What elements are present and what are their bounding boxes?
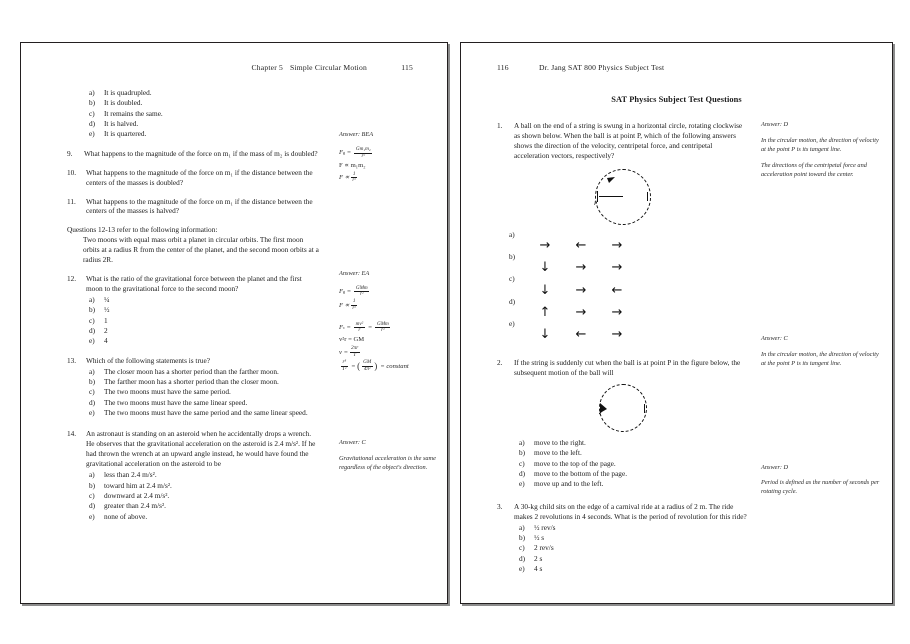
choice-letter: d) [89,326,96,336]
choice-text: move up and to the left. [534,479,604,489]
list-item [89,387,319,397]
choice-letter: c) [89,387,95,397]
list-item [89,336,319,346]
choice-text: ¼ [104,294,110,304]
carryover-choices [67,88,319,140]
choice-text: It is quartered. [104,129,147,139]
question-12 [67,274,319,294]
choice-letter: b) [89,480,96,490]
choice-letter: e) [519,479,525,489]
math-centripetal [339,322,439,373]
math-token: c [343,324,345,330]
math-token: 1 [352,298,356,305]
math-token: GM [363,359,372,366]
choice-letter: a) [89,294,95,304]
math-token: Gm₁m₂ [355,145,371,152]
answer-label-1: Answer: D [761,121,789,128]
choice-text: It remains the same. [104,108,163,118]
question-9 [67,149,319,159]
choice-letter: a) [89,366,95,376]
math-line [339,172,439,184]
question-text: What is the ratio of the gravitational force between the planet and the first moon to the gravitational force to the second moon? [86,274,302,294]
math-token: F [339,149,344,157]
choice-letter: a) [89,88,95,97]
choice-letter: e) [89,511,95,521]
list-item [519,554,749,564]
arrow-glyph: → [611,237,623,253]
figure-circular-motion-1 [497,169,749,225]
arrow-glyph: → [539,237,551,253]
list-item [89,98,319,108]
note-text-14: Gravitational acceleration is the same regardless of the object's direction. [339,454,436,471]
note-text-3a: Period is defined as the number of seconds per rotating cycle. [761,479,880,496]
question-text: What happens to the magnitude of the force on m₁ if the mass of m₂ is doubled? [84,148,318,158]
choice-letter: b) [519,533,526,543]
math-line [339,286,439,298]
list-item [527,283,749,298]
math-token: g [343,288,346,294]
choice-text: 2 s [534,553,543,563]
running-head-title: Simple Circular Motion [290,63,367,72]
running-head-right [497,63,664,72]
list-item [89,119,319,129]
arrow-glyph: ↓ [539,282,551,298]
list-item [519,459,749,469]
choice-text: The closer moon has a shorter period than the farther moon. [104,366,279,376]
page-right [460,42,893,604]
math-token: g [343,150,346,156]
choice-letter: c) [89,108,95,118]
question-number: 3. [497,501,503,511]
notes-spacer [339,381,439,439]
arrow-glyph: → [611,304,623,320]
math-token: = [347,149,351,157]
fraction [375,322,390,334]
math-token: T² [342,365,347,372]
list-item [89,109,319,119]
running-head-title: Dr. Jang SAT 800 Physics Subject Test [539,63,665,72]
question-text: What happens to the magnitude of the force on m₁ if the distance between the centers of the masses is halved? [86,196,313,216]
rotation-arrowhead-icon [595,169,651,225]
choice-text: It is doubled. [104,98,143,108]
arrow-glyph: ← [575,237,587,253]
math-token: r² [352,305,356,311]
choice-letter: b) [89,98,96,108]
question-3-choices [497,523,749,575]
math-line [339,147,439,159]
math-token: r² [359,291,364,298]
choice-letter: c) [519,458,525,468]
notes-column-left [339,131,439,479]
notes-spacer [761,376,883,464]
math-token: = [346,324,351,332]
question-text: Which of the following statements is true? [86,355,211,365]
choice-letter: c) [89,315,95,325]
question-1 [497,121,749,161]
choice-text: The two moons must have the same linear speed. [104,397,248,407]
choice-text: ½ [104,305,110,315]
choice-letter: b) [89,305,96,315]
list-item [89,491,319,501]
page-number-left: 115 [401,63,413,72]
fraction [341,360,348,372]
choice-letter: d) [89,501,96,511]
math-line [339,346,439,358]
list-item [89,316,319,326]
list-item [527,305,749,320]
answer-label-2: Answer: C [761,334,788,342]
choice-letter: e) [519,564,525,574]
question-13 [67,356,319,366]
math-token: = [351,362,356,370]
choice-text: downward at 2.4 m/s². [104,490,170,500]
paren-close: ) [374,360,378,371]
question-number: 14. [67,429,77,439]
choice-text: The two moons must have the same period. [104,387,231,397]
choice-letter: a) [519,438,525,448]
math-token: = [347,288,351,296]
question-text: A 30-kg child sits on the edge of a carnival ride at a radius of 2 m. The ride makes 2 revolutions in 4 seconds. What is the period of revolution for this ride? [514,501,747,521]
choice-text: move to the bottom of the page. [534,469,628,479]
choice-text: The two moons must have the same period and the same linear speed. [104,408,308,418]
question-number: 11. [67,196,76,206]
question-11 [67,197,319,217]
list-item [89,501,319,511]
list-item [89,326,319,336]
choice-text: 4 s [534,564,543,574]
answer-label-12-13: Answer: EA [339,269,370,277]
math-token: r³ [342,359,347,366]
math-token: = [368,324,372,332]
list-item [89,367,319,377]
question-3 [497,502,749,522]
list-item [89,88,319,98]
choice-letter: d) [89,119,96,129]
running-head-chapter: Chapter 5 [251,63,284,72]
arrow-glyph: → [575,282,587,298]
math-token: mv² [355,320,364,327]
choice-text: move to the left. [534,448,582,458]
math-token: r² [381,327,385,334]
choice-letter: b) [509,251,516,261]
question-2 [497,358,749,378]
question-number: 2. [497,358,503,368]
notes-column-right [761,121,883,504]
arrow-glyph: → [575,260,587,276]
notes-spacer [761,187,883,335]
choice-letter: d) [89,397,96,407]
choice-text: move to the right. [534,438,586,448]
answer-label-9-11: Answer: BEA [339,131,374,138]
main-column-right [497,121,749,574]
list-item [519,438,749,448]
arrow-glyph: → [575,304,587,320]
fraction [354,286,369,298]
list-item [89,512,319,522]
math-token: F ∝ [339,173,350,181]
choice-letter: c) [509,274,515,284]
fraction [351,299,358,311]
question-1-arrow-choices [497,231,749,342]
arrow-glyph: ← [575,327,587,343]
choice-text: toward him at 2.4 m/s². [104,480,172,490]
choice-letter: e) [89,129,95,139]
choice-letter: e) [509,318,515,328]
math-token: 4π² [363,365,371,372]
paren-open: ( [357,360,361,371]
question-text: An astronaut is standing on an asteroid when he accidentally drops a wrench. He observes that the gravitational acceleration on the asteroid is 2.4 m/s². If he had thrown the wrench at an upward angle instead, he would have found the gravitational acceleration on the asteroid to be [86,429,316,469]
arrow-glyph: → [611,327,623,343]
list-item [527,260,749,275]
question-14 [67,429,319,469]
arrow-glyph: ↓ [539,260,551,276]
note-text-1a: In the circular motion, the direction of velocity at the point P is its tangent line. [761,136,879,153]
choice-letter: e) [89,336,95,346]
choice-letter: a) [519,522,525,532]
choice-text: 2 rev/s [534,543,554,553]
math-token: r² [352,177,356,184]
math-token: v = [339,348,349,356]
question-number: 12. [67,274,77,284]
fraction [354,322,365,334]
math-token: 2πr [351,345,359,352]
list-item [89,470,319,480]
question-text: If the string is suddenly cut when the ball is at point P in the figure below, the subsequent motion of the ball will [514,358,741,378]
choice-text: greater than 2.4 m/s². [104,501,166,511]
question-13-choices [67,367,319,419]
choice-letter: d) [519,553,526,563]
list-item [527,327,749,342]
choice-letter: b) [519,448,526,458]
math-token: 1 [352,170,356,177]
math-token: F ∝ [339,301,350,309]
choice-letter: d) [509,296,516,306]
running-head-left [21,63,413,72]
list-item [519,523,749,533]
choice-text: ½ rev/s [534,522,556,532]
question-14-choices [67,470,319,522]
note-text-2a: In the circular motion, the direction of velocity at the point P is its tangent line. [761,350,879,367]
math-line: F ∝ m₁m₂ [339,161,366,169]
page-left [20,42,448,604]
math-line [339,360,439,373]
point-p-label: P [594,201,598,207]
arrow-glyph: ↑ [539,304,551,320]
question-10 [67,168,319,188]
note-text-1b: The directions of the centripetal force and acceleration point toward the center. [761,161,867,178]
math-line [339,322,439,334]
list-item [89,305,319,315]
math-token: r [358,327,361,334]
math-line [339,299,439,311]
choice-text: It is halved. [104,119,139,129]
math-token: GMm [376,320,389,327]
choice-text: less than 2.4 m/s². [104,470,157,480]
list-item [519,533,749,543]
question-text: What happens to the magnitude of the force on m₁ if the distance between the centers of the masses is doubled? [86,167,313,187]
answer-label-3: Answer: D [761,463,789,471]
math-token: GMm [355,284,368,291]
choice-letter: b) [89,377,96,387]
fraction [350,346,360,358]
arrow-glyph: ← [611,282,623,298]
question-2-choices [519,438,749,490]
list-item [519,479,749,489]
list-item [519,469,749,479]
list-item [89,481,319,491]
choice-letter: c) [89,490,95,500]
question-text: A ball on the end of a string is swung in a horizontal circle, rotating clockwise as shown below. When the ball is at point P, which of the following answers shows the direction of the velocity, centripetal force, and centripetal acceleration vectors, respectively? [514,121,743,160]
math-token: T [353,351,357,358]
math-token: F [339,324,344,332]
question-number: 9. [67,148,73,158]
math-token: F [339,288,344,296]
choice-letter: d) [519,469,526,479]
question-number: 1. [497,121,503,130]
fraction [362,360,373,372]
math-orbit-force [339,286,439,312]
choice-text: move to the top of the page. [534,458,616,468]
answer-label-14: Answer: C [339,438,366,446]
choice-text: none of above. [104,511,148,521]
passage-body: Two moons with equal mass orbit a planet in circular orbits. The first moon orbits at a radius R from the center of the planet, and the second moon orbits at a radius 2R. [83,235,319,265]
choice-text: It is quadrupled. [104,88,152,97]
passage-heading: Questions 12-13 refer to the following information: [67,225,218,235]
choice-letter: a) [89,470,95,480]
choice-letter: a) [509,229,515,239]
list-item [89,129,319,139]
question-12-choices [67,295,319,347]
choice-text: The farther moon has a shorter period than the closer moon. [104,377,279,387]
math-gravity-law [339,147,439,184]
main-column-left [67,87,319,522]
choice-text: ½ s [534,533,545,543]
arrow-glyph: → [611,260,623,276]
fraction [354,147,372,159]
choice-letter: e) [89,408,95,418]
question-number: 10. [67,167,77,177]
notes-spacer [339,192,439,270]
arrow-glyph: ↓ [539,327,551,343]
list-item [89,295,319,305]
list-item [519,564,749,574]
question-number: 13. [67,355,77,365]
point-p-arrowhead-icon [599,384,647,432]
list-item [519,448,749,458]
list-item [89,398,319,408]
fraction [351,172,358,184]
math-token: = constant [380,362,409,370]
choice-text: 1 [104,315,108,325]
list-item [519,543,749,553]
page-number-right: 116 [497,63,509,72]
list-item [89,377,319,387]
figure-circular-motion-2 [497,384,749,432]
choice-text: 2 [104,326,108,336]
choice-text: 4 [104,336,108,346]
list-item [89,408,319,418]
section-title: SAT Physics Subject Test Questions [611,95,742,104]
math-line: v²r = GM [339,336,365,344]
list-item [527,238,749,253]
math-token: r² [361,152,366,159]
choice-letter: c) [519,543,525,553]
